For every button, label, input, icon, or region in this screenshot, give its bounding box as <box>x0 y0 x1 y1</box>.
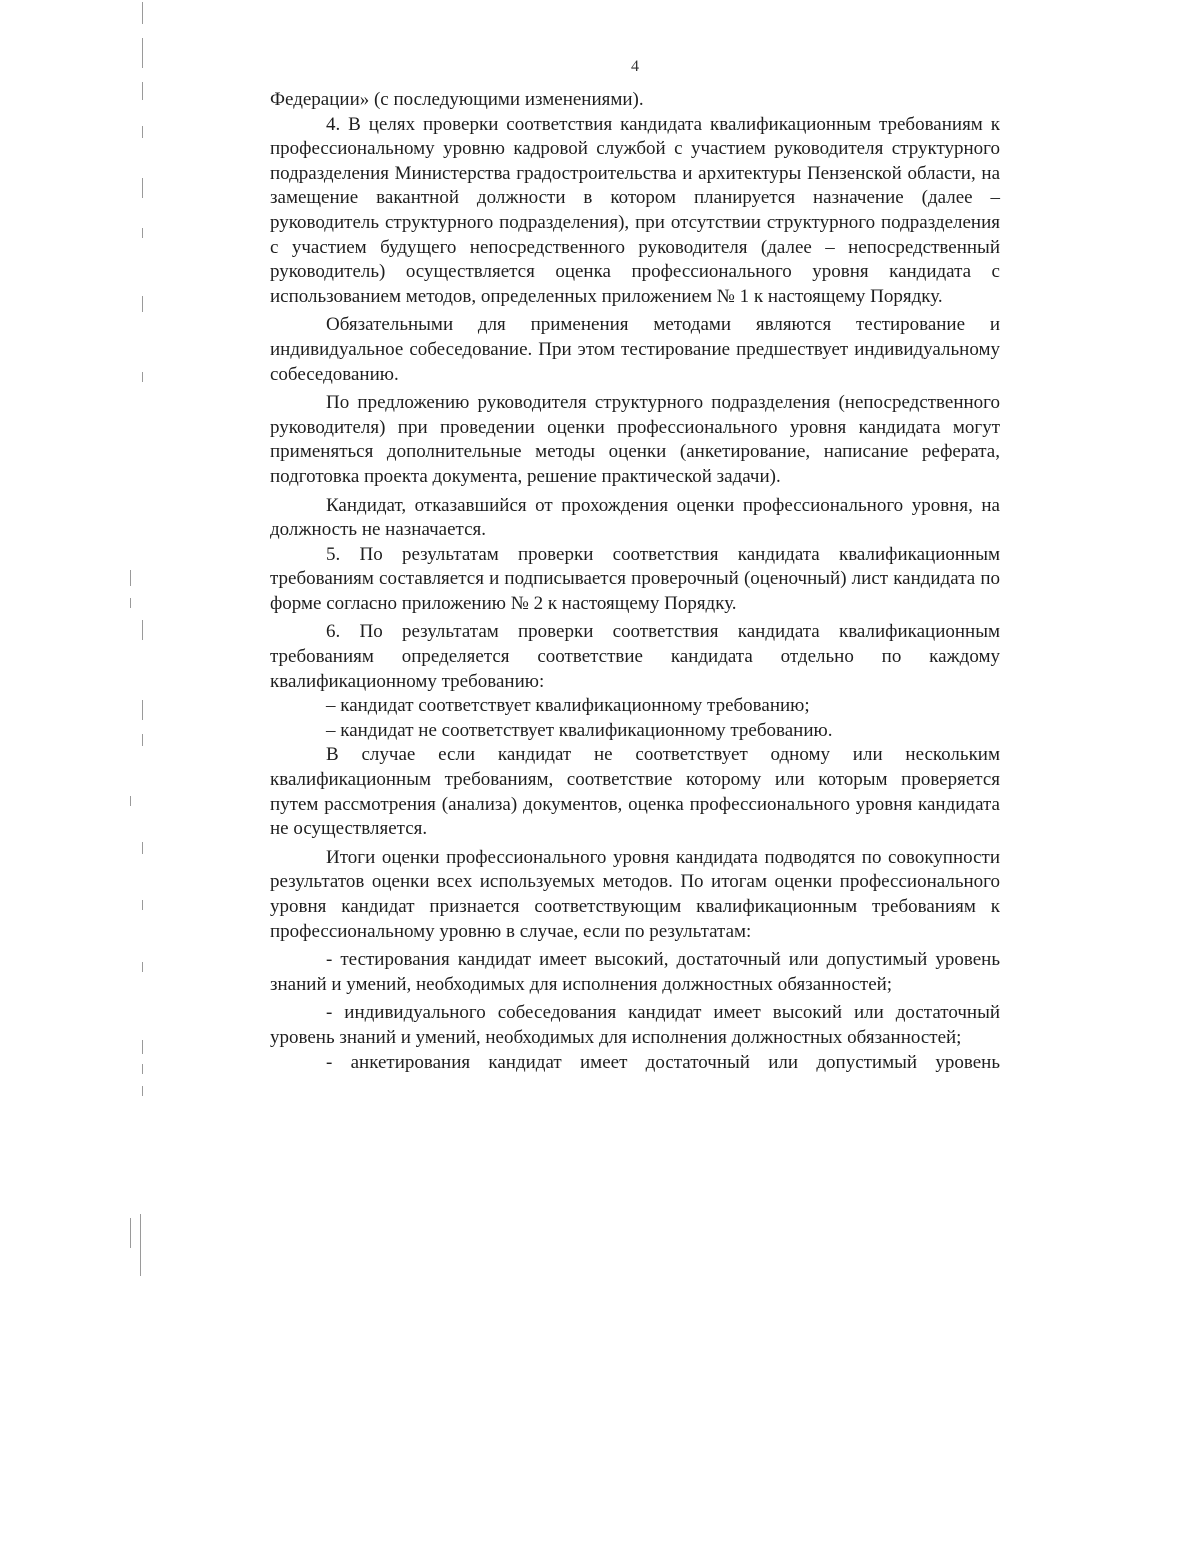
list-item: - анкетирования кандидат имеет достаточный или допустимый уровень <box>326 1051 1000 1073</box>
paragraph: 4. В целях проверки соответствия кандидата квалификационным требованиям к профессиональному уровню кадровой службой с участием руководителя структурного подразделения Министерства градостроительства и архитектуры Пензенской области, на замещение вакантной должности в котором планируется назначение (далее – руководитель структурного подразделения), при отсутствии структурного подразделения с участием будущего непосредственного руководителя (далее – непосредственный руководитель) осуществляется оценка профессионального уровня кандидата с использованием методов, определенных приложением № 1 к настоящему Порядку. <box>270 113 1000 307</box>
paragraph: В случае если кандидат не соответствует одному или нескольким квалификационным требованиям, соответствие которому или которым проверяется путем рассмотрения (анализа) документов, оценка профессионального уровня кандидата не осуществляется. <box>270 744 1000 840</box>
paragraph: Кандидат, отказавшийся от прохождения оценки профессионального уровня, на должность не назначается. <box>270 494 1000 541</box>
list-item: - индивидуального собеседования кандидат имеет высокий или достаточный уровень знаний и умений, необходимых для исполнения должностных обязанностей; <box>270 1002 1000 1048</box>
paragraph: 6. По результатам проверки соответствия кандидата квалификационным требованиям определяется соответствие кандидата отдельно по каждому квалификационному требованию: <box>270 621 1000 692</box>
list-item: – кандидат соответствует квалификационному требованию; <box>326 695 810 717</box>
page-number: 4 <box>631 58 639 75</box>
document-body <box>270 88 1000 1075</box>
paragraph: Итоги оценки профессионального уровня кандидата подводятся по совокупности результатов оценки всех используемых методов. По итогам оценки профессионального уровня кандидат признается соответствующим квалификационным требованиям к профессиональному уровню в случае, если по результатам: <box>270 846 1000 942</box>
paragraph: Обязательными для применения методами являются тестирование и индивидуальное собеседование. При этом тестирование предшествует индивидуальному собеседованию. <box>270 314 1000 385</box>
paragraph: По предложению руководителя структурного подразделения (непосредственного руководителя) при проведении оценки профессионального уровня кандидата могут применяться дополнительные методы оценки (анкетирование, написание реферата, подготовка проекта документа, решение практической задачи). <box>270 392 1000 487</box>
list-item: – кандидат не соответствует квалификационному требованию. <box>326 719 833 741</box>
list-item: - тестирования кандидат имеет высокий, достаточный или допустимый уровень знаний и умений, необходимых для исполнения должностных обязанностей; <box>270 949 1000 995</box>
scan-margin-marks <box>128 0 144 1290</box>
paragraph: 5. По результатам проверки соответствия кандидата квалификационным требованиям составляется и подписывается проверочный (оценочный) лист кандидата по форме согласно приложению № 2 к настоящему Порядку. <box>270 543 1000 614</box>
paragraph: Федерации» (с последующими изменениями). <box>270 89 644 110</box>
